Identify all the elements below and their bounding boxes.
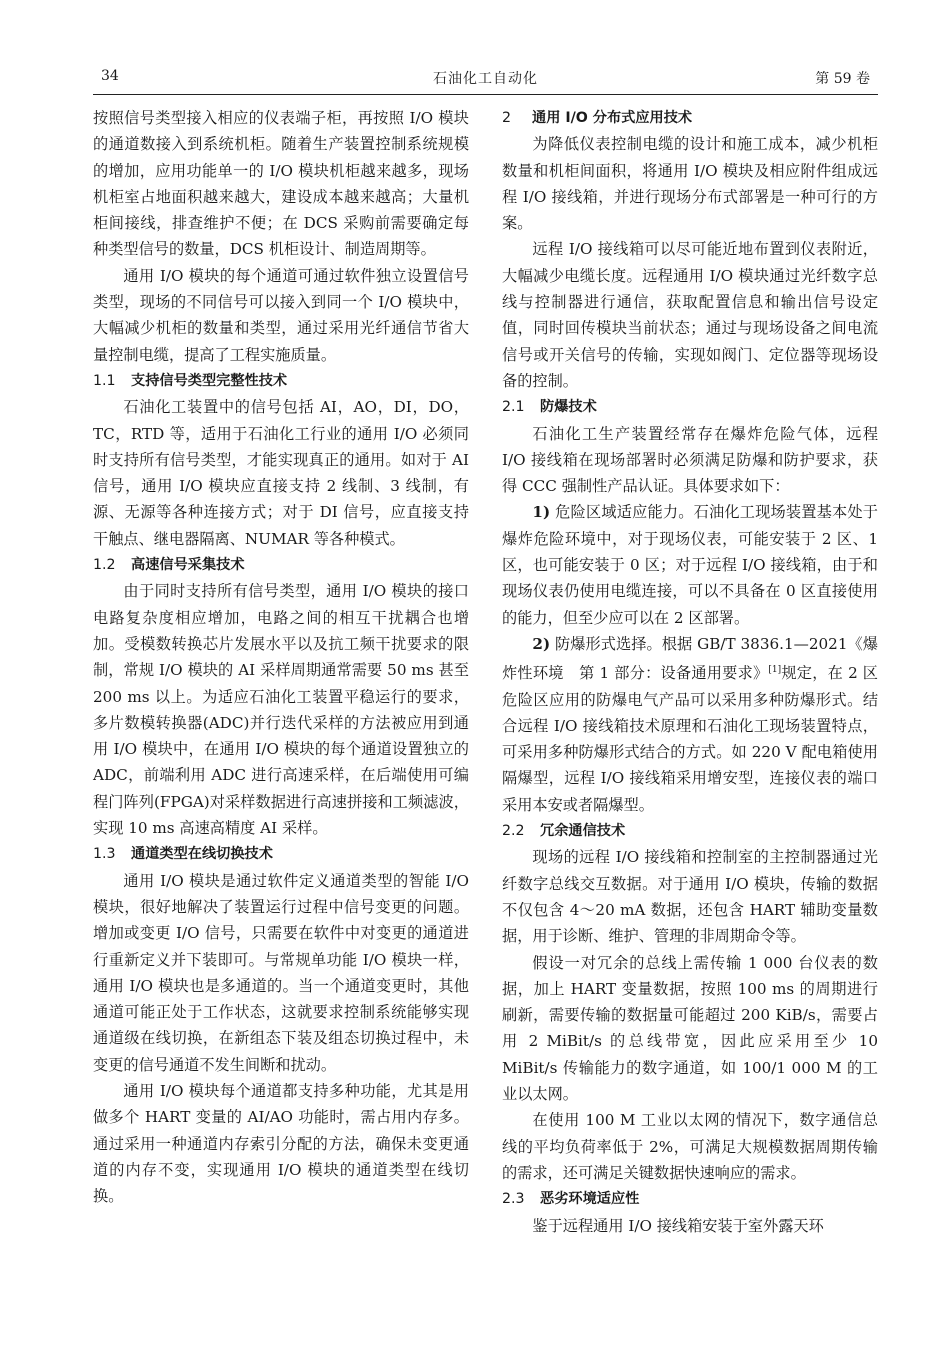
list-item <box>502 499 878 630</box>
header-rule <box>93 94 878 95</box>
section-number: 1.1 <box>93 372 116 389</box>
list-marker: 2) <box>532 634 551 653</box>
paragraph: 石油化工装置中的信号包括 AI，AO，DI，DO，TC，RTD 等，适用于石油化工行业的通用 I/O 必须同时支持所有信号类型，才能实现真正的通用。如对于 AI 信号，通用 I/O 模块应直接支持 2 线制、3 线制，有源、无源等各种连接方式；对于 DI 信号，应直接支持干触点、继电器隔离、NUMAR 等各种模式。 <box>93 398 469 548</box>
paragraph: 通用 I/O 模块的每个通道可通过软件独立设置信号类型，现场的不同信号可以接入到同一个 I/O 模块中，大幅减少机柜的数量和类型，通过采用光纤通信节省大量控制电缆，提高了工程实施质量。 <box>93 266 469 364</box>
list-marker: 1) <box>532 503 551 522</box>
paragraph: 由于同时支持所有信号类型，通用 I/O 模块的接口电路复杂度相应增加，电路之间的相互干扰耦合也增加。受模数转换芯片发展水平以及抗工频干扰要求的限制，常规 I/O 模块的 AI 采样周期通常需要 50 ms 甚至 200 ms 以上。为适应石油化工装置平稳运行的要求，多片数模转换器(ADC)并行迭代采样的方法被应用到通用 I/O 模块中，在通用 I/O 模块的每个通道设置独立的 ADC，前端利用 ADC 进行高速采样，在后端使用可编程门阵列(FPGA)对采样数据进行高速拼接和工频滤波，实现 10 ms 高速高精度 AI 采样。 <box>93 582 469 838</box>
section-heading-2 <box>502 105 878 131</box>
paragraph: 在使用 100 M 工业以太网的情况下，数字通信总线的平均负荷率低于 2%，可满足大规模数据周期传输的需求，还可满足关键数据快速响应的需求。 <box>502 1111 878 1182</box>
section-number: 1.3 <box>93 846 116 863</box>
section-heading-2-2 <box>502 818 878 844</box>
paragraph: 按照信号类型接入相应的仪表端子柜，再按照 I/O 模块的通道数接入到系统机柜。随着生产装置控制系统规模的增加，应用功能单一的 I/O 模块机柜越来越多，现场机柜室占地面积越来越大，建设成本越来越高；大量机柜间接线，排查维护不便；在 DCS 采购前需要确定每种类型信号的数量，DCS 机柜设计、制造周期等。 <box>93 109 469 259</box>
section-heading-2-1 <box>502 394 878 420</box>
section-number: 2.1 <box>502 399 525 416</box>
section-heading-1-2 <box>93 552 469 578</box>
paragraph: 鉴于远程通用 I/O 接线箱安装于室外露天环 <box>532 1216 824 1235</box>
section-heading-1-1 <box>93 368 469 394</box>
section-title: 支持信号类型完整性技术 <box>131 372 288 389</box>
section-title: 通道类型在线切换技术 <box>131 846 273 863</box>
section-title: 冗余通信技术 <box>540 823 626 840</box>
left-column <box>93 105 469 1209</box>
page-number: 34 <box>101 68 119 84</box>
paragraph: 通用 I/O 模块每个通道都支持多种功能，尤其是用做多个 HART 变量的 AI/AO 功能时，需占用内存多。通过采用一种通道内存索引分配的方法，确保未变更通道的内存不变，实现通用 I/O 模块的通道类型在线切换。 <box>93 1081 469 1206</box>
section-heading-1-3 <box>93 841 469 867</box>
running-header <box>93 66 878 92</box>
section-number: 2 <box>502 110 512 126</box>
journal-title: 石油化工自动化 <box>433 71 538 87</box>
section-number: 1.2 <box>93 557 116 574</box>
paragraph: 远程 I/O 接线箱可以尽可能近地布置到仪表附近，大幅减少电缆长度。远程通用 I/O 模块通过光纤数字总线与控制器进行通信，获取配置信息和输出信号设定值，同时回传模块当前状态；通过与现场设备之间电流信号或开关信号的传输，实现如阀门、定位器等现场设备的控制。 <box>502 240 878 390</box>
paragraph: 石油化工生产装置经常存在爆炸危险气体，远程 I/O 接线箱在现场部署时必须满足防爆和防护要求，获得 CCC 强制性产品认证。具体要求如下： <box>502 424 878 496</box>
paragraph: 通用 I/O 模块是通过软件定义通道类型的智能 I/O 模块，很好地解决了装置运行过程中信号变更的问题。增加或变更 I/O 信号，只需要在软件中对变更的通道进行重新定义并下装即可。与常规单功能 I/O 模块一样，通用 I/O 模块也是多通道的。当一个通道变更时，其他通道可能正处于工作状态，这就要求控制系统能够实现通道级在线切换，在新组态下装及组态切换过程中，未变更的信号通道不发生间断和扰动。 <box>93 871 469 1074</box>
paragraph: 现场的远程 I/O 接线箱和控制室的主控制器通过光纤数字总线交互数据。对于通用 I/O 模块，传输的数据不仅包含 4～20 mA 数据，还包含 HART 辅助变量数据，用于诊断、维护、管理的非周期命令等。 <box>502 848 878 946</box>
citation-link[interactable]: [1] <box>768 665 782 676</box>
volume-label: 第 59 卷 <box>815 71 870 87</box>
section-number: 2.3 <box>502 1191 525 1208</box>
list-item <box>502 631 878 818</box>
list-item-text: 规定，在 2 区危险区应用的防爆电气产品可以采用多种防爆形式。结合远程 I/O 接线箱技术原理和石油化工现场装置特点，可采用多种防爆形式结合的方式。如 220 V 配电箱使用隔爆型，远程 I/O 接线箱采用增安型，连接仪表的端口采用本安或者隔爆型。 <box>502 664 878 814</box>
section-number: 2.2 <box>502 823 525 840</box>
paragraph: 假设一对冗余的总线上需传输 1 000 台仪表的数据，加上 HART 变量数据，按照 100 ms 的周期进行刷新，需要传输的数据量可能超过 200 KiB/s，需要占用 2 MiBit/s 的总线带宽，因此应采用至少 10 MiBit/s 传输能力的数字通道，如 100/1 000 M 的工业以太网。 <box>502 953 878 1104</box>
right-column <box>502 105 878 1239</box>
section-title: 防爆技术 <box>540 399 597 416</box>
section-title: 通用 I/O 分布式应用技术 <box>532 110 693 126</box>
list-item-text: 防爆形式选择。根据 GB/T 3836.1—2021《爆炸性环境 第 1 部分：设备通用要求》 <box>502 634 878 683</box>
section-title: 恶劣环境适应性 <box>540 1191 640 1208</box>
paragraph: 为降低仪表控制电缆的设计和施工成本，减少机柜数量和机柜间面积，将通用 I/O 模块及相应附件组成远程 I/O 接线箱，并进行现场分布式部署是一种可行的方案。 <box>502 135 878 233</box>
section-title: 高速信号采集技术 <box>131 557 245 574</box>
list-item-text: 危险区域适应能力。石油化工现场装置基本处于爆炸危险环境中，对于现场仪表，可能安装于 2 区、1 区，也可能安装于 0 区；对于远程 I/O 接线箱，由于和现场仪表仍使用电缆连接，可以不具备在 0 区直接使用的能力，但至少应可以在 2 区部署。 <box>502 503 878 627</box>
section-heading-2-3 <box>502 1186 878 1212</box>
